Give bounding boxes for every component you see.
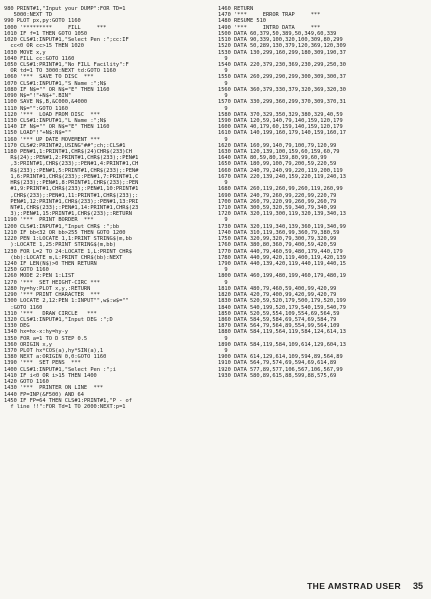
code-line: 1540 DATA 220,379,230,369,230,299,250,30 bbox=[218, 61, 346, 68]
code-line: 9 bbox=[218, 80, 228, 87]
listing-column-left bbox=[4, 6, 210, 410]
code-line: 1270 '*** SET HEIGHT-CIRC *** bbox=[4, 279, 100, 286]
code-line: NT#1,CHR$(233);:PEN#1,14:PRINT#1,CHR$(23 bbox=[4, 205, 139, 211]
code-line: 1610 DATA 140,199,160,179,140,159,160,17 bbox=[218, 130, 346, 137]
code-line: #1,9:PRINT#1,CHR$(233);:PEN#1,10:PRINT#1 bbox=[4, 186, 139, 193]
code-line: 1600 DATA 40,179,60,159,140,159,120,179 bbox=[218, 124, 343, 131]
code-line: 1750 DATA 320,99,320,79,300,79,320,99 bbox=[218, 236, 337, 243]
code-line: PEN#1,12:PRINT#1,CHR$(233);:PEN#1,13:PRI bbox=[4, 198, 139, 205]
code-line: 1740 DATA 310,119,360,99,360,79,380,59 bbox=[218, 229, 340, 236]
code-line: :GOTO 1160 bbox=[4, 304, 43, 311]
code-line: 9 bbox=[218, 217, 228, 224]
code-line: 1510 DATA 90,339,100,320,100,309,80,299 bbox=[218, 37, 343, 44]
code-line: 1390 '*** SET PENS *** bbox=[4, 360, 81, 367]
code-line: 1690 DATA 240,79,260,99,220,99,220,79 bbox=[218, 192, 337, 199]
code-line: 1480 RESUME 510 bbox=[218, 18, 266, 25]
code-line: 1590 DATA 120,59,140,79,140,159,120,179 bbox=[218, 117, 343, 124]
code-line: 9 bbox=[218, 93, 228, 100]
code-line: 1910 DATA 564,79,574,69,594,69,614,89 bbox=[218, 360, 337, 367]
code-line: 9 bbox=[218, 68, 228, 75]
code-line: 1710 DATA 300,59,320,59,340,79,340,99 bbox=[218, 205, 337, 211]
code-line: 9 bbox=[218, 136, 228, 143]
code-line: 1620 DATA 160,99,140,79,100,79,120,99 bbox=[218, 142, 337, 149]
code-line: 1180 PEN#1,1:PRINT#1,CHR$(24)CHR$(233)CH bbox=[4, 149, 132, 156]
code-line: 1880 DATA 584,119,564,119,584,124,614,13 bbox=[218, 329, 346, 336]
listing-column-right bbox=[218, 6, 424, 379]
code-line: 1520 DATA 50,289,130,379,120,369,120,309 bbox=[218, 43, 346, 50]
code-line: 1890 DATA 584,119,584,109,614,129,604,13 bbox=[218, 341, 346, 348]
code-line: ,3:PRINT#1,CHR$(233);:PEN#1,4:PRINT#1,CH bbox=[4, 161, 139, 168]
code-line: 1280 hy=hy:PLOT x,y,:RETURN bbox=[4, 285, 91, 292]
code-line: 1800 DATA 460,199,480,199,460,179,480,19 bbox=[218, 273, 346, 280]
code-line: 1840 DATA 540,199,520,179,540,159,540,79 bbox=[218, 304, 346, 311]
code-line: 1030 MOVE x,y bbox=[4, 49, 46, 56]
magazine-title: THE AMSTRAD USER bbox=[307, 581, 401, 591]
code-line: 1050 CLS#1:PRINT#1,"No FILL Facility":F bbox=[4, 61, 129, 68]
code-line: 1760 DATA 380,80,360,79,400,59,420,59 bbox=[218, 242, 337, 249]
code-line: 1250 GOTO 1160 bbox=[4, 267, 49, 274]
code-line: 1570 DATA 330,299,360,299,370,309,370,31 bbox=[218, 99, 346, 106]
code-line: 1700 DATA 260,79,220,99,260,99,260,79 bbox=[218, 198, 337, 205]
code-line: 1080 IF N$="" OR N$="E" THEN 1160 bbox=[4, 86, 110, 93]
code-line: 1450 IF FP=64 THEN CLS#1:PRINT#1,"P - of bbox=[4, 397, 132, 404]
code-line: 1780 DATA 440,99,420,119,400,119,420,139 bbox=[218, 254, 346, 261]
code-line: 1340 hx=hx-x:hy=hy-y bbox=[4, 329, 68, 336]
code-line: 1190 '*** PRINT BORDER *** bbox=[4, 217, 94, 224]
code-line: 1820 DATA 420,79,400,99,420,99,420,79 bbox=[218, 292, 337, 299]
code-line: 1220 PEN 1:LOCATE 1,1:PRINT STRING$(m,bb bbox=[4, 236, 132, 243]
code-line: 1630 DATA 120,139,100,159,60,159,60,79 bbox=[218, 149, 340, 156]
code-line: 1850 DATA 520,59,554,109,554,69,564,59 bbox=[218, 310, 340, 317]
code-line: 1490 '*** INTRO DATA *** bbox=[218, 24, 321, 31]
code-line: 1650 DATA 180,99,100,79,200,59,220,59 bbox=[218, 161, 337, 168]
code-line: 1170 CLS#2:PRINT#2,USING"##";ch;:CLS#1 bbox=[4, 142, 126, 149]
code-line: 9 bbox=[218, 180, 228, 187]
code-line: 1380 NEXT a:ORIGIN 0,0:GOTO 1160 bbox=[4, 354, 107, 361]
code-line: 1430 '*** PRINTER ON LINE *** bbox=[4, 385, 104, 392]
code-line: 1360 ORIGIN x,y bbox=[4, 341, 52, 348]
code-line: 1930 DATA 580,89,615,88,599,88,575,69 bbox=[218, 372, 337, 379]
code-line: R$(24);:PEN#1,2:PRINT#1,CHR$(233);:PEN#1 bbox=[4, 155, 139, 162]
code-line: 1040 FILL cc:GOTO 1160 bbox=[4, 55, 75, 62]
code-line: 1670 DATA 220,139,240,159,220,119,240,13 bbox=[218, 173, 346, 180]
code-line: 1090 N$="!"+N$+".BIN" bbox=[4, 93, 72, 100]
code-line: 1500 DATA 60,379,50,389,50,349,60,339 bbox=[218, 30, 337, 37]
code-line: ):LOCATE 1,25:PRINT STRING$(m,bb) bbox=[4, 242, 116, 249]
code-line: 9 bbox=[218, 279, 228, 286]
code-line: 1640 DATA 80,59,80,159,80,99,60,99 bbox=[218, 155, 327, 162]
code-line: 9 bbox=[218, 105, 228, 112]
code-line: HR$(233);:PEN#1,8:PRINT#1,CHR$(233);:PEN bbox=[4, 180, 139, 187]
code-line: 1730 DATA 320,119,340,139,360,119,340,99 bbox=[218, 223, 346, 230]
code-line: 9 bbox=[218, 55, 228, 62]
code-line: 1790 DATA 440,139,420,119,440,119,440,15 bbox=[218, 260, 346, 267]
code-line: 1410 IF i<0 OR i>15 THEN 1400 bbox=[4, 372, 97, 379]
code-line: 1460 RETURN bbox=[218, 6, 254, 12]
code-line: 1020 CLS#1:INPUT#1,"Select Pen :";cc:IF bbox=[4, 37, 129, 44]
code-line: 1680 DATA 260,119,260,99,260,119,260,99 bbox=[218, 186, 343, 193]
page-footer bbox=[0, 575, 431, 591]
code-line: 1110 N$="":GOTO 1160 bbox=[4, 105, 68, 112]
code-line: 1660 DATA 240,79,240,99,220,119,200,119 bbox=[218, 167, 343, 174]
code-line: 1140 IF N$="" OR N$="E" THEN 1160 bbox=[4, 124, 110, 131]
code-line: 1350 FOR a=1 TO D STEP 0.5 bbox=[4, 335, 88, 342]
code-line: 1070 CLS#1:INPUT#1,"S Name :";N$ bbox=[4, 80, 107, 87]
code-line: 1290 '*** PRINT CHARACTER *** bbox=[4, 292, 100, 299]
code-line: R$(233);:PEN#1,5:PRINT#1,CHR$(233);:PEN# bbox=[4, 167, 139, 174]
code-line: 1770 DATA 440,79,460,59,480,179,440,179 bbox=[218, 248, 343, 255]
code-line: (bb):LOCATE m,L:PRINT CHR$(bb):NEXT bbox=[4, 254, 123, 261]
code-line: 9 bbox=[218, 335, 228, 342]
code-line: 1060 '*** SAVE TO DISC *** bbox=[4, 74, 94, 81]
code-line: f line !!":FOR Td=1 TO 2000:NEXT:p=1 bbox=[4, 404, 126, 410]
code-line: 1310 '*** DRAW CIRCLE *** bbox=[4, 310, 97, 317]
code-line: 1400 CLS#1:INPUT#1,"Select Pen :";i bbox=[4, 366, 116, 373]
code-line: 9 bbox=[218, 348, 228, 355]
code-line: 1580 DATA 370,329,350,329,380,329,40,59 bbox=[218, 111, 343, 118]
code-line: 1720 DATA 320,119,300,119,320,139,340,13 bbox=[218, 211, 346, 218]
code-line: OR td=1 TO 3000:NEXT td:GOTO 1160 bbox=[4, 68, 116, 75]
code-line: 3);:PEN#1,15:PRINT#1,CHR$(233);:RETURN bbox=[4, 211, 132, 218]
code-line: 1010 IF f=1 THEN GOTO 1050 bbox=[4, 30, 88, 37]
code-line: 1810 DATA 480,79,460,59,400,99,420,99 bbox=[218, 285, 337, 292]
code-line: 1470 '*** ERROR TRAP *** bbox=[218, 12, 321, 19]
code-line: 1440 FP=INP(&F500) AND 64 bbox=[4, 391, 84, 398]
code-line: 1830 DATA 520,59,520,179,500,179,520,199 bbox=[218, 298, 346, 305]
code-line: 1120 '*** LOAD FROM DISC *** bbox=[4, 111, 100, 118]
code-line: 1420 GOTO 1160 bbox=[4, 379, 49, 386]
code-line: 1100 SAVE N$,B,&C000,&4000 bbox=[4, 99, 88, 106]
code-line: 1000 '********* FILL *** bbox=[4, 24, 107, 31]
code-line: 1530 DATA 130,299,160,299,180,309,190,37 bbox=[218, 49, 346, 56]
code-line: 1900 DATA 614,129,614,109,594,89,564,89 bbox=[218, 354, 343, 361]
code-line: 1160 '*** UP DATE MOVEMENT *** bbox=[4, 136, 100, 143]
code-line: 1370 PLOT hx*COS(a),hy*SIN(a),1 bbox=[4, 348, 104, 355]
code-line: 1,6:PRINT#1,CHR$(233);:PEN#1,7:PRINT#1,C bbox=[4, 173, 139, 180]
code-line: 1320 CLS#1:INPUT#1,"Input DEG :";D bbox=[4, 316, 113, 323]
code-line: 990 PLOT px,py:GOTO 1160 bbox=[4, 18, 81, 25]
code-line: 1860 DATA 584,59,584,69,574,69,584,79 bbox=[218, 316, 337, 323]
code-line: 1150 LOAD"!"+N$:N$="" bbox=[4, 130, 72, 137]
code-line: 1870 DATA 564,79,564,89,554,99,564,109 bbox=[218, 323, 340, 330]
code-line: 1230 FOR L=2 TO 24:LOCATE 1,L:PRINT CHR$ bbox=[4, 248, 132, 255]
code-line: 1330 DEG bbox=[4, 323, 30, 330]
page-number: 35 bbox=[412, 581, 423, 591]
code-line: 1200 CLS#1:INPUT#1,"Input CHR$ :";bb bbox=[4, 223, 120, 230]
code-line: 1260 MODE 2:PEN 1:LIST bbox=[4, 273, 75, 280]
code-line: 1560 DATA 360,379,330,379,320,369,320,30 bbox=[218, 86, 346, 93]
code-line: ,CHR$(233);:PEN#1,11:PRINT#1,CHR$(233);: bbox=[4, 192, 139, 199]
code-line: 9 bbox=[218, 267, 228, 274]
code-line: cc<0 OR cc>15 THEN 1020 bbox=[4, 43, 84, 50]
code-line: 5000:NEXT TD bbox=[4, 12, 52, 19]
code-line: 1550 DATA 260,299,290,299,300,309,300,37 bbox=[218, 74, 346, 81]
code-line: 1920 DATA 577,89,577,106,567,106,567,99 bbox=[218, 366, 343, 373]
code-line: 1210 IF bb<32 OR bb>255 THEN GOTO 1200 bbox=[4, 229, 126, 236]
code-line: 1240 IF LEN(N$)>0 THEN RETURN bbox=[4, 260, 97, 267]
code-line: 980 PRINT#1,"Input your DUMP":FOR TD=1 bbox=[4, 6, 126, 12]
code-line: 1130 CLS#1:INPUT#1,"L Name :";N$ bbox=[4, 117, 107, 124]
code-line: 1300 LOCATE 2,12:PEN 1:INPUT"",w$:w$="" bbox=[4, 298, 129, 305]
